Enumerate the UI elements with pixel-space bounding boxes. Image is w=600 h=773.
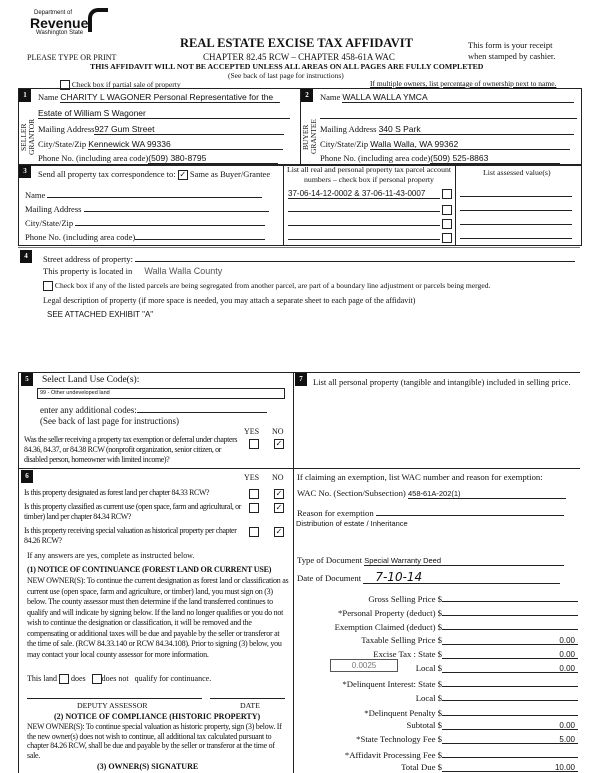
document-date-field[interactable]: 7-10-14: [363, 571, 560, 584]
fee-label: Subtotal $: [406, 719, 442, 730]
no-checkbox[interactable]: ✓: [275, 439, 283, 448]
fee-label: *Delinquent Penalty $: [364, 707, 442, 718]
reason-line: [376, 506, 564, 516]
label: Phone No. (including area code): [320, 153, 431, 163]
label: Phone No. (including area code): [25, 232, 136, 242]
buyer-side-label: BUYER GRANTEE: [301, 119, 318, 155]
does-checkbox[interactable]: [59, 674, 69, 684]
logo-line: Department of: [34, 10, 73, 16]
no-header: NO: [272, 427, 284, 436]
compliance-title: (2) NOTICE OF COMPLIANCE (HISTORIC PROPERTY): [54, 712, 261, 721]
section-number: 3: [19, 165, 31, 178]
fee-line: [338, 606, 578, 619]
label: Name: [25, 190, 46, 200]
label: This land: [27, 674, 57, 683]
continuance-title: (1) NOTICE OF CONTINUANCE (FOREST LAND OR CURRENT USE): [27, 565, 272, 574]
fee-value-field[interactable]: [442, 592, 578, 602]
logo-line: Revenue: [30, 15, 89, 31]
please-type: PLEASE TYPE OR PRINT: [27, 53, 117, 62]
buyer-name-field[interactable]: WALLA WALLA YMCA: [342, 92, 574, 103]
fee-value-field[interactable]: [442, 691, 578, 701]
personal-property-label: List all personal property (tangible and intangible) included in selling price.: [313, 377, 571, 387]
local-rate-field[interactable]: 0.0025: [330, 659, 398, 672]
fee-value-field[interactable]: [442, 706, 578, 716]
logo-mark-icon: [88, 8, 108, 32]
label: Same as Buyer/Grantee: [189, 169, 271, 179]
parcel-field[interactable]: [288, 230, 440, 240]
seller-phone-field[interactable]: (509) 380-8795: [148, 153, 278, 164]
label: City/State/Zip: [38, 139, 87, 149]
fee-value-field[interactable]: [442, 606, 578, 616]
corr-city-field[interactable]: [75, 216, 265, 226]
yes-checkbox[interactable]: [249, 489, 259, 499]
street-address-field[interactable]: [135, 252, 575, 262]
fee-line: [373, 649, 578, 660]
historic-question: Is this property receiving special valuation as historical property per chapter 84.26 RCW?: [24, 526, 237, 545]
fee-label: Excise Tax : State $: [373, 648, 442, 659]
fee-line: [361, 635, 578, 646]
warning: THIS AFFIDAVIT WILL NOT BE ACCEPTED UNLESS ALL AREAS ON ALL PAGES ARE FULLY COMPLETED: [90, 62, 484, 71]
current-use-question: Is this property classified as current use (open space, farm and agricultural, or timber) land per chapter 84.34 RCW?: [24, 502, 242, 521]
buyer-name-field-2[interactable]: [320, 108, 577, 119]
parcel-field[interactable]: [288, 202, 440, 212]
dor-logo: [30, 8, 88, 38]
exemption-question: Was the seller receiving a property tax exemption or deferral under chapters 84.36, 84.37, or 84.38 RCW (nonprofit organization, senior citizen, or disabled person, homeowner with limited income)?: [24, 435, 238, 464]
fee-line: [401, 762, 578, 773]
fee-label: Exemption Claimed (deduct) $: [334, 622, 442, 633]
parcel-header: List all real and personal property tax parcel account numbers – check box if personal property: [286, 165, 452, 184]
label: does not: [101, 674, 129, 683]
seller-name-field-2[interactable]: Estate of William S Wagoner: [38, 108, 290, 119]
seller-name-row: [38, 92, 280, 103]
section-number: 6: [21, 470, 33, 483]
buyer-city-field[interactable]: Walla Walla, WA 99362: [370, 139, 570, 150]
receipt-note-2: when stamped by cashier.: [468, 51, 556, 61]
fee-value-field[interactable]: 0.00: [442, 635, 578, 645]
seller-phone-row: [38, 153, 278, 164]
personal-property-checkbox[interactable]: [442, 205, 452, 215]
section-number: 4: [20, 250, 32, 263]
owner-signature-title: (3) OWNER(S) SIGNATURE: [97, 762, 199, 771]
label: City/State/Zip: [25, 218, 74, 228]
label: Street address of property:: [43, 254, 133, 264]
logo-line: Washington State: [36, 30, 84, 36]
fee-value-field[interactable]: 0.00: [442, 720, 578, 730]
deputy-assessor-label: DEPUTY ASSESSOR: [77, 701, 148, 710]
land-use-code-select[interactable]: 99 - Other undeveloped land: [37, 388, 285, 399]
legal-description-field[interactable]: SEE ATTACHED EXHIBIT "A": [47, 310, 154, 319]
fee-label: *State Technology Fee $: [356, 734, 442, 744]
exemption-claim-label: If claiming an exemption, list WAC number and reason for exemption:: [297, 472, 543, 482]
corr-address-field[interactable]: [84, 202, 269, 212]
legal-description-label: Legal description of property (if more space is needed, you may attach a separate sheet to each page of the affidavit): [43, 296, 416, 305]
same-as-buyer-checkbox[interactable]: ✓: [179, 170, 187, 180]
label: Phone No. (including area code): [38, 153, 149, 163]
label: Date of Document: [297, 573, 362, 583]
date-label: DATE: [240, 701, 260, 710]
fee-value-field[interactable]: 10.00: [442, 762, 578, 772]
section-number: 5: [21, 373, 33, 386]
assessed-header: List assessed value(s): [483, 168, 551, 177]
fee-line: [345, 748, 578, 761]
parcel-field[interactable]: [288, 216, 440, 226]
multiple-owners-note: If multiple owners, list percentage of ownership next to name.: [370, 79, 557, 88]
label: Mailing Address: [38, 124, 95, 134]
yes-header: YES: [244, 427, 260, 436]
yes-checkbox[interactable]: [249, 503, 259, 513]
section-number: 2: [301, 89, 313, 102]
reason-field[interactable]: Distribution of estate / Inheritance: [296, 519, 408, 528]
corr-name-field[interactable]: [47, 188, 262, 198]
personal-property-checkbox[interactable]: [442, 233, 452, 243]
fee-line: [356, 734, 578, 745]
seller-address-row: [38, 124, 284, 135]
label: WAC No. (Section/Subsection): [297, 488, 406, 498]
personal-property-checkbox[interactable]: [442, 219, 452, 229]
fee-label: Taxable Selling Price $: [361, 634, 442, 645]
section-number: 1: [19, 89, 31, 102]
county-field[interactable]: Walla Walla County: [144, 266, 223, 276]
label: Mailing Address: [25, 204, 82, 214]
assessed-field[interactable]: [460, 210, 572, 211]
yes-checkbox[interactable]: [249, 527, 259, 537]
label: Send all property tax correspondence to:: [38, 169, 176, 179]
fee-label: Local $: [415, 663, 442, 673]
does-not-checkbox[interactable]: [92, 674, 102, 684]
fee-line: [416, 691, 578, 704]
seller-city-row: [38, 139, 283, 150]
corr-phone-field[interactable]: [135, 230, 265, 240]
no-checkbox[interactable]: ✓: [275, 503, 283, 512]
fee-line: [342, 677, 578, 690]
label: Check box if any of the listed parcels are being segregated from another parcel, are part of a boundary line adjustment or parcels being merged.: [54, 281, 491, 290]
assessed-field[interactable]: [460, 238, 572, 239]
no-header: NO: [272, 473, 284, 482]
compliance-text: NEW OWNER(S): To continue special valuation as historic property, sign (3) below. If the new owner(s) does not wish to continue, all additional tax calculated pursuant to chapter 84.26 RCW, shall be due and payable by the seller or transferor at the time of sale.: [27, 722, 282, 760]
document-type-field[interactable]: Special Warranty Deed: [364, 556, 564, 566]
label: enter any additional codes:: [40, 405, 137, 415]
label: does: [71, 674, 86, 683]
land-use-title: Select Land Use Code(s):: [42, 375, 140, 385]
buyer-phone-field[interactable]: (509) 525-8863: [430, 153, 560, 164]
fee-label: *Delinquent Interest: State $: [342, 679, 442, 690]
seller-city-field[interactable]: Kennewick WA 99336: [88, 139, 283, 150]
fee-line: [407, 720, 578, 731]
yes-header: YES: [244, 473, 260, 482]
wac-number-field[interactable]: 458-61A-202(1): [408, 489, 566, 499]
fee-label: *Personal Property (deduct) $: [338, 608, 442, 619]
if-yes-note: If any answers are yes, complete as instructed below.: [27, 551, 195, 560]
additional-codes-field[interactable]: [137, 403, 267, 413]
fee-label: Local $: [415, 693, 442, 704]
label: City/State/Zip: [320, 139, 369, 149]
fee-label: Total Due $: [401, 762, 442, 773]
see-back-note: (See back of last page for instructions): [40, 416, 179, 426]
parcel-field[interactable]: 37-06-14-12-0002 & 37-06-11-43-0007: [288, 189, 440, 199]
continuance-text: NEW OWNER(S): To continue the current designation as forest land or classification as current use (open space, farm and agriculture, or timber) land, you must sign on (3) below. The county assessor must then determine if the land transferred continues to qualify and will indicate by signing below. If the land no longer qualifies or you do not wish to continue the designation or classification, it will be removed and the compensating or additional taxes will be due and payable by the seller or transferor at the time of sale. (RCW 84.33.140 or RCW 84.34.108). Prior to signing (3) below, you may contact your local county assessor for more information.: [27, 576, 289, 659]
fee-line: [335, 620, 578, 633]
label: Type of Document: [297, 555, 363, 565]
label: Reason for exemption: [297, 508, 374, 518]
section-number: 7: [295, 373, 307, 386]
forest-land-question: Is this property designated as forest land per chapter 84.33 RCW?: [24, 488, 210, 497]
seller-name-field[interactable]: CHARITY L WAGONER Personal Representative for the: [60, 92, 280, 103]
no-checkbox[interactable]: ✓: [275, 527, 283, 536]
label: qualify for continuance.: [134, 674, 212, 683]
personal-property-checkbox[interactable]: [442, 189, 452, 199]
label: This property is located in: [43, 266, 133, 276]
partial-sale-label: Check box if partial sale of property: [71, 80, 181, 89]
fee-value-field[interactable]: [442, 620, 578, 630]
fee-value-field[interactable]: [442, 677, 578, 687]
fee-label: *Affidavit Processing Fee $: [344, 750, 442, 761]
label: Name: [38, 92, 59, 102]
fee-line: [416, 663, 578, 674]
fee-value-field[interactable]: 0.00: [442, 649, 578, 659]
buyer-address-field[interactable]: 340 S Park: [379, 124, 574, 135]
form-title: REAL ESTATE EXCISE TAX AFFIDAVIT: [180, 36, 413, 50]
label: Name: [320, 92, 341, 102]
fee-value-field[interactable]: 0.00: [442, 663, 578, 673]
fee-line: [364, 706, 578, 719]
fee-label: Gross Selling Price $: [368, 594, 442, 604]
receipt-note-1: This form is your receipt: [468, 40, 553, 50]
fee-value-field[interactable]: 5.00: [442, 734, 578, 744]
assessed-field[interactable]: [460, 224, 572, 225]
label: Mailing Address: [320, 124, 377, 134]
no-checkbox[interactable]: ✓: [275, 489, 283, 498]
fee-line: [368, 592, 578, 605]
yes-checkbox[interactable]: [249, 439, 259, 449]
segregate-checkbox[interactable]: [43, 281, 53, 291]
seller-address-field[interactable]: 927 Gum Street: [94, 124, 284, 135]
assessed-field[interactable]: [460, 196, 572, 197]
fee-value-field[interactable]: [442, 748, 578, 758]
seller-side-label: SELLER GRANTOR: [19, 118, 36, 156]
see-back: (See back of last page for instructions): [228, 71, 344, 80]
form-chapter: CHAPTER 82.45 RCW – CHAPTER 458-61A WAC: [203, 52, 395, 62]
